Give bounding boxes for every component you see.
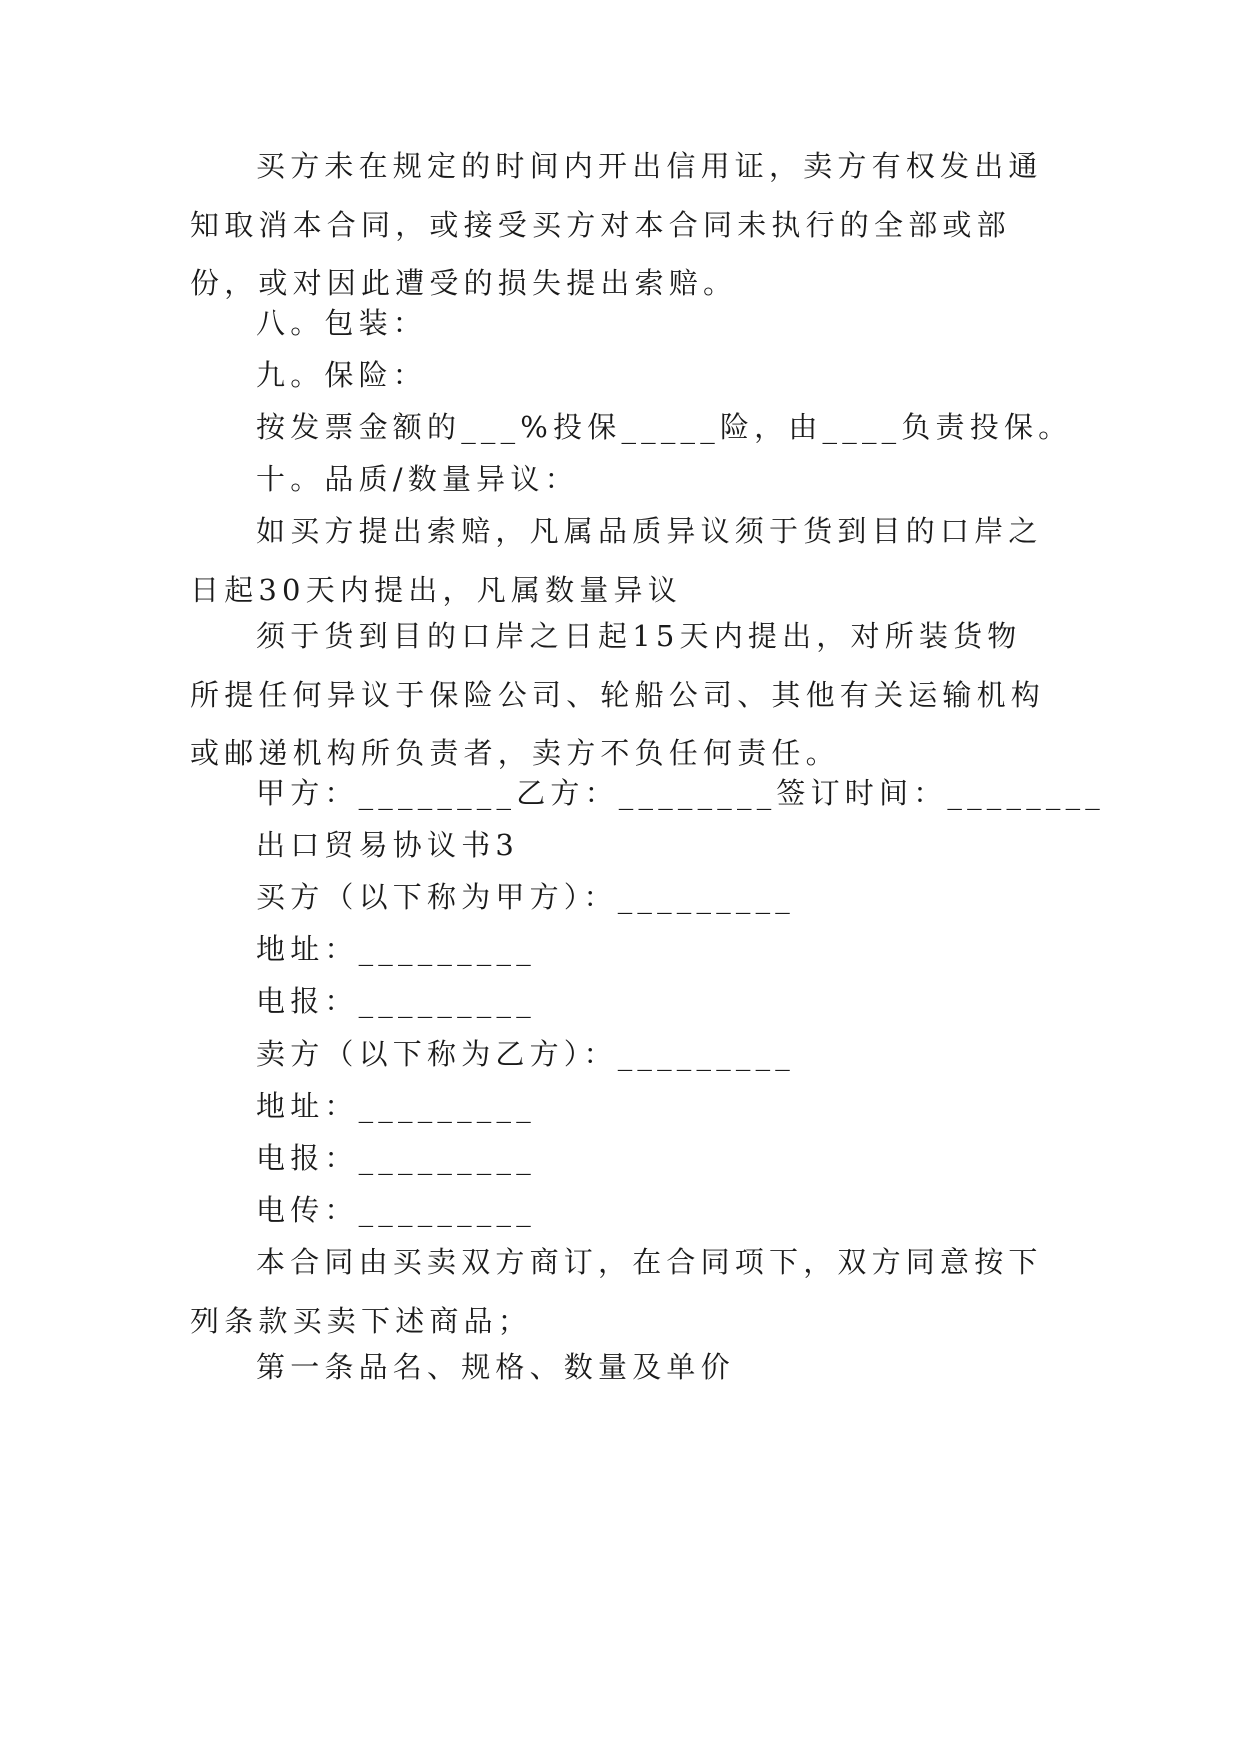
buyer-address-field: 地址：_________ <box>256 932 536 966</box>
section-quality-quantity-dispute: 十。品质/数量异议： <box>256 462 579 496</box>
section-insurance: 九。保险： <box>256 358 428 392</box>
paragraph-contract-intro: 本合同由买卖双方商订，在合同项下，双方同意按下列条款买卖下述商品； <box>190 1245 1043 1338</box>
paragraph-lc-termination: 买方未在规定的时间内开出信用证，卖方有权发出通知取消本合同，或接受买方对本合同未执行的全部或部份，或对因此遭受的损失提出索赔。 <box>190 149 1043 300</box>
seller-telex-field: 电传：_________ <box>256 1193 536 1227</box>
seller-telegram-field: 电报：_________ <box>256 1141 536 1175</box>
section-packing: 八。包装： <box>256 306 428 340</box>
seller-address-field: 地址：_________ <box>256 1089 536 1123</box>
buyer-telegram-field: 电报：_________ <box>256 984 536 1018</box>
agreement-title: 出口贸易协议书3 <box>256 828 520 862</box>
paragraph-claims: 如买方提出索赔，凡属品质异议须于货到目的口岸之日起30天内提出，凡属数量异议 <box>190 514 1043 607</box>
signature-line: 甲方：________乙方：________签订时间：________ <box>256 776 1106 810</box>
paragraph-insurance-terms: 按发票金额的___%投保_____险，由____负责投保。 <box>256 410 1073 444</box>
paragraph-claims-continued: 须于货到目的口岸之日起15天内提出，对所装货物所提任何异议于保险公司、轮船公司、其他有关运输机构或邮递机构所负责者，卖方不负任何责任。 <box>190 619 1046 770</box>
buyer-field: 买方（以下称为甲方）：_________ <box>256 880 796 914</box>
article-one-heading: 第一条品名、规格、数量及单价 <box>256 1350 735 1384</box>
seller-field: 卖方（以下称为乙方）：_________ <box>256 1037 796 1071</box>
